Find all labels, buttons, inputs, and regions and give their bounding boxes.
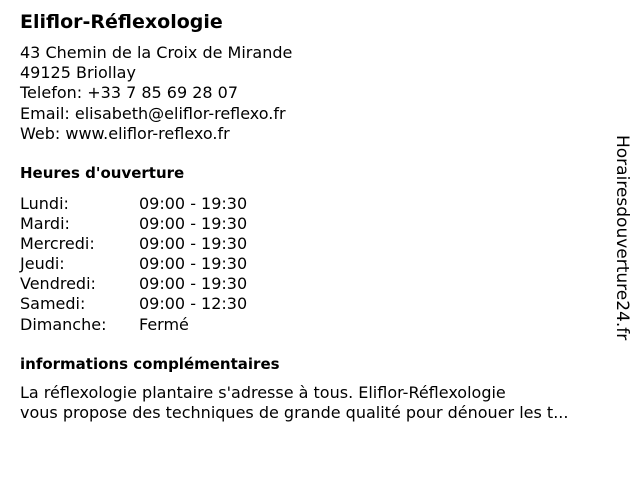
site-watermark: Horairesdouverture24.fr [612,135,632,341]
description-line: La réflexologie plantaire s'adresse à tous. Eliflor-Réflexologie [20,383,506,402]
day-label: Lundi: [20,194,69,213]
day-label: Mercredi: [20,234,95,254]
day-label: Vendredi: [20,274,96,294]
time-value: Fermé [139,314,189,334]
website-url: Web: www.eliflor-reflexo.fr [20,123,230,143]
time-value: 09:00 - 19:30 [139,214,248,234]
day-label: Mardi: [20,214,70,234]
address-city: 49125 Briollay [20,63,136,83]
additional-info-text [20,383,568,423]
time-value: 09:00 - 19:30 [139,274,248,294]
contact-block [20,43,292,144]
opening-hours-heading: Heures d'ouverture [20,164,185,182]
additional-info-heading: informations complémentaires [20,355,280,373]
time-value: 09:00 - 19:30 [139,254,248,274]
email-address: Email: elisabeth@eliflor-reflexo.fr [20,103,286,123]
address-street: 43 Chemin de la Croix de Mirande [20,43,293,62]
day-label: Samedi: [20,294,86,314]
day-label: Dimanche: [20,314,107,334]
time-value: 09:00 - 19:30 [139,234,248,254]
time-value: 09:00 - 19:30 [139,194,248,213]
business-name: Eliflor-Réflexologie [20,11,223,33]
time-value: 09:00 - 12:30 [139,294,248,314]
day-label: Jeudi: [20,254,65,274]
phone-number: Telefon: +33 7 85 69 28 07 [20,83,239,103]
description-line: vous propose des techniques de grande qualité pour dénouer les t... [20,403,569,422]
